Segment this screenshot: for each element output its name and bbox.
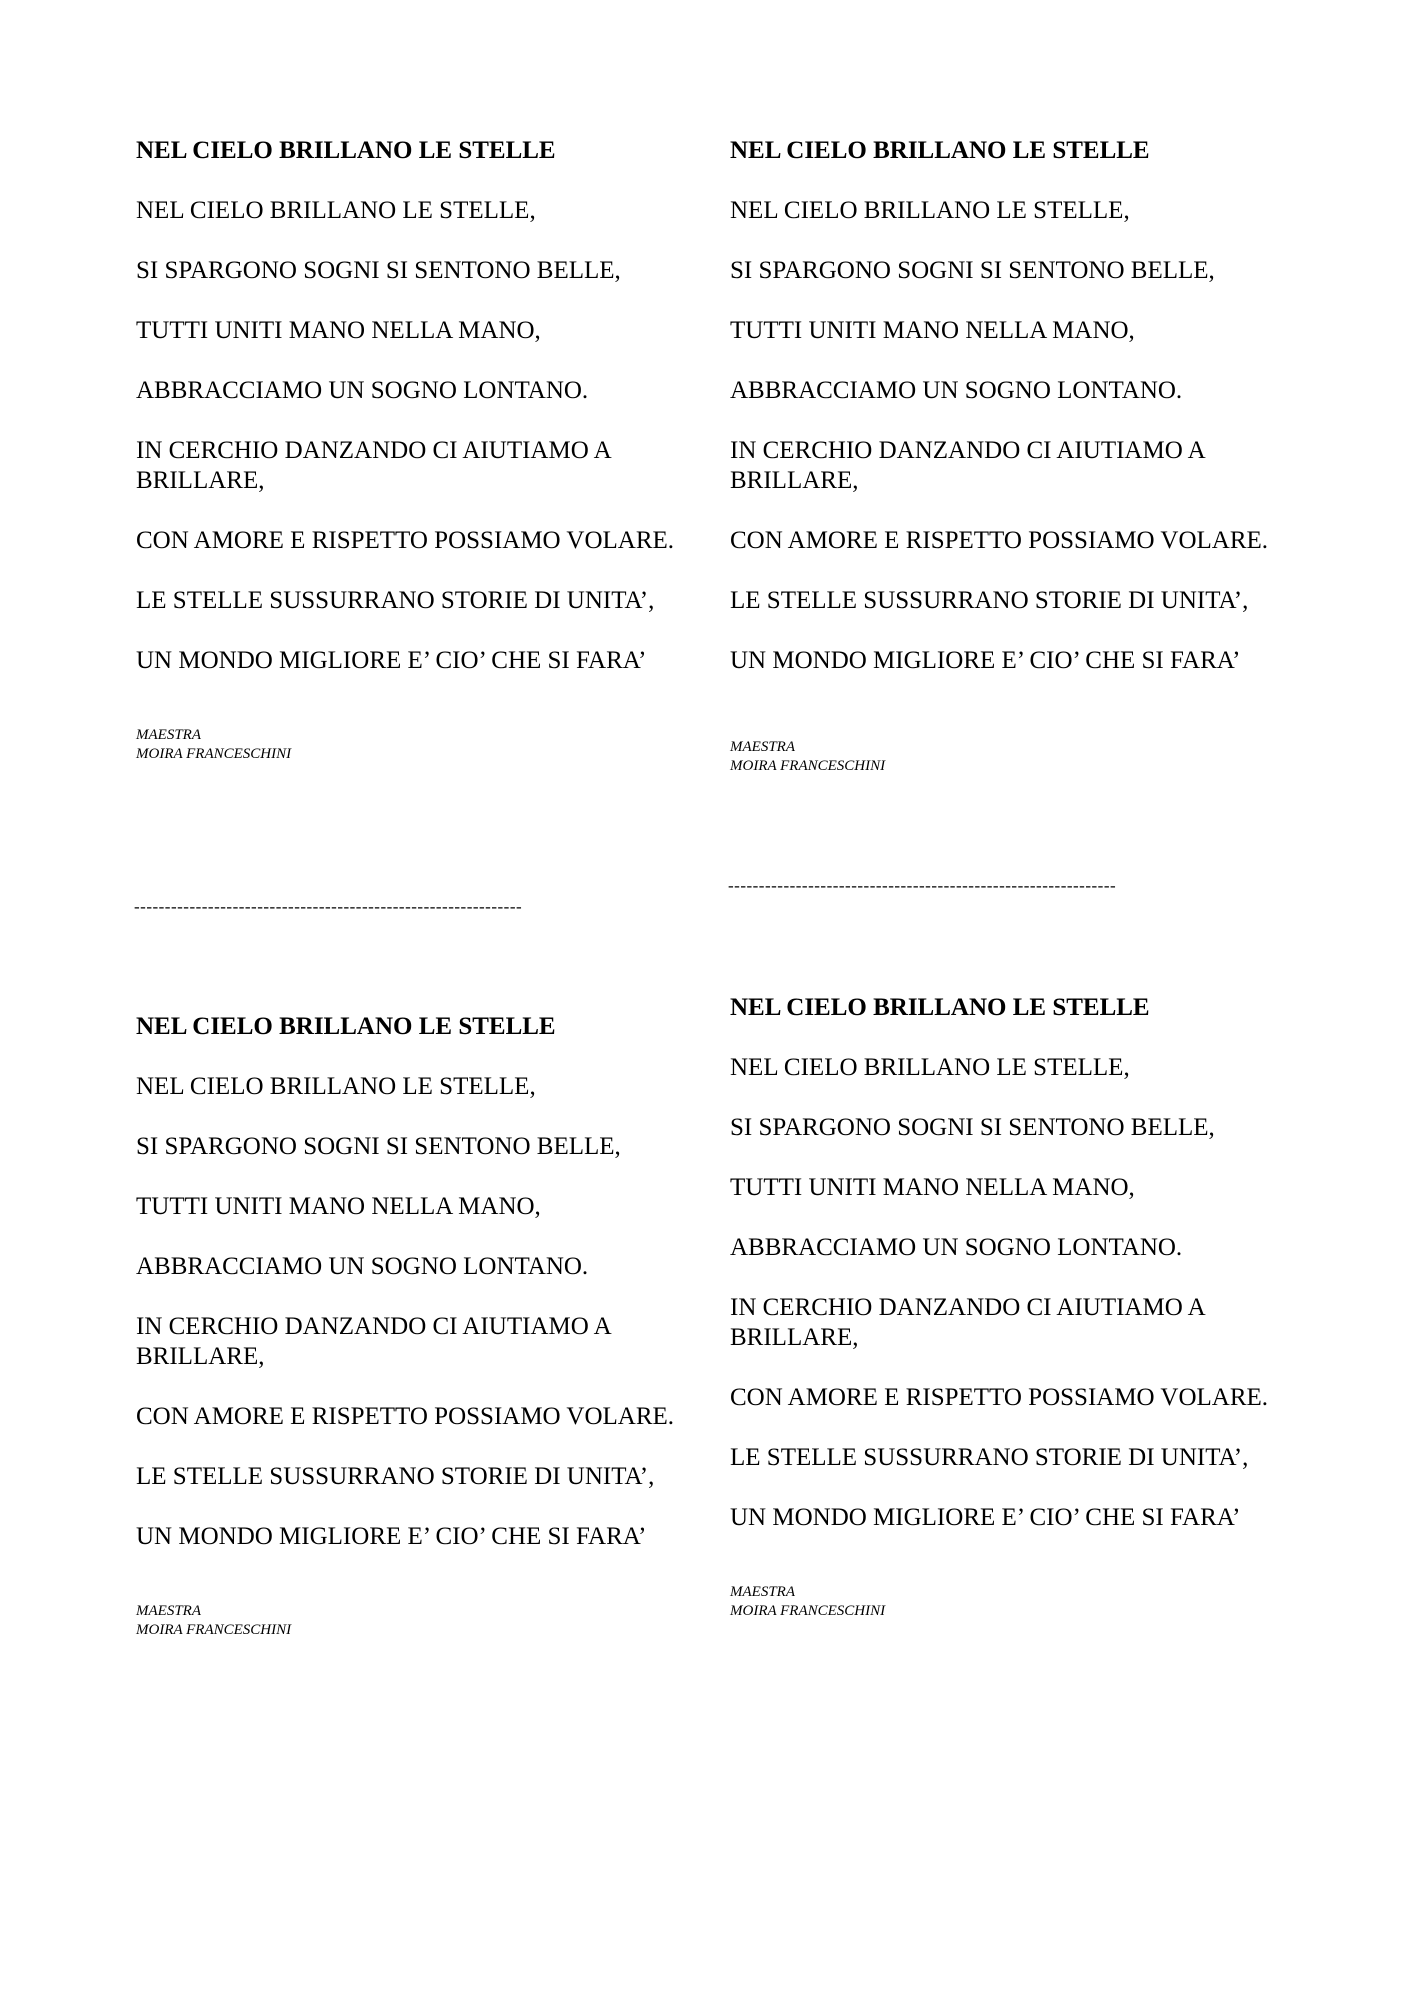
poem-line-2: SI SPARGONO SOGNI SI SENTONO BELLE, bbox=[136, 1133, 621, 1160]
poem-copy-bottom-right bbox=[730, 993, 1290, 1621]
poem-copy-bottom-left bbox=[136, 1012, 696, 1640]
poem-line-8: UN MONDO MIGLIORE E’ CIO’ CHE SI FARA’ bbox=[136, 1523, 647, 1550]
poem-line-4: ABBRACCIAMO UN SOGNO LONTANO. bbox=[730, 1234, 1183, 1261]
poem-title: NEL CIELO BRILLANO LE STELLE bbox=[730, 994, 1150, 1021]
poem-line-3: TUTTI UNITI MANO NELLA MANO, bbox=[136, 1193, 541, 1220]
signature-name: MOIRA FRANCESCHINI bbox=[136, 1622, 292, 1638]
poem-line-2: SI SPARGONO SOGNI SI SENTONO BELLE, bbox=[730, 1114, 1215, 1141]
poem-line-1: NEL CIELO BRILLANO LE STELLE, bbox=[136, 197, 536, 224]
poem-line-6: CON AMORE E RISPETTO POSSIAMO VOLARE. bbox=[136, 527, 675, 554]
cut-line-right: --------------------------------------------------------------- bbox=[728, 876, 1117, 895]
poem-copy-top-right bbox=[730, 136, 1290, 776]
poem-line-4: ABBRACCIAMO UN SOGNO LONTANO. bbox=[136, 377, 589, 404]
poem-title: NEL CIELO BRILLANO LE STELLE bbox=[136, 137, 556, 164]
poem-line-3: TUTTI UNITI MANO NELLA MANO, bbox=[136, 317, 541, 344]
signature-name: MOIRA FRANCESCHINI bbox=[136, 746, 292, 762]
poem-copy-top-left bbox=[136, 136, 696, 764]
poem-line-5: IN CERCHIO DANZANDO CI AIUTIAMO A BRILLARE, bbox=[136, 1313, 611, 1370]
signature-role: MAESTRA bbox=[136, 1603, 201, 1619]
poem-line-8: UN MONDO MIGLIORE E’ CIO’ CHE SI FARA’ bbox=[136, 647, 647, 674]
poem-line-6: CON AMORE E RISPETTO POSSIAMO VOLARE. bbox=[136, 1403, 675, 1430]
poem-line-7: LE STELLE SUSSURRANO STORIE DI UNITA’, bbox=[730, 1444, 1249, 1471]
poem-title: NEL CIELO BRILLANO LE STELLE bbox=[136, 1013, 556, 1040]
poem-title: NEL CIELO BRILLANO LE STELLE bbox=[730, 137, 1150, 164]
signature bbox=[730, 1583, 1290, 1621]
signature bbox=[730, 738, 1290, 776]
signature-role: MAESTRA bbox=[730, 739, 795, 755]
poem-line-1: NEL CIELO BRILLANO LE STELLE, bbox=[136, 1073, 536, 1100]
poem-line-8: UN MONDO MIGLIORE E’ CIO’ CHE SI FARA’ bbox=[730, 1504, 1241, 1531]
poem-line-3: TUTTI UNITI MANO NELLA MANO, bbox=[730, 317, 1135, 344]
poem-line-6: CON AMORE E RISPETTO POSSIAMO VOLARE. bbox=[730, 1384, 1269, 1411]
poem-line-7: LE STELLE SUSSURRANO STORIE DI UNITA’, bbox=[136, 587, 655, 614]
poem-line-1: NEL CIELO BRILLANO LE STELLE, bbox=[730, 1054, 1130, 1081]
signature bbox=[136, 1602, 696, 1640]
signature-role: MAESTRA bbox=[730, 1584, 795, 1600]
signature-name: MOIRA FRANCESCHINI bbox=[730, 1603, 886, 1619]
cut-line-left: --------------------------------------------------------------- bbox=[134, 897, 523, 916]
poem-line-2: SI SPARGONO SOGNI SI SENTONO BELLE, bbox=[730, 257, 1215, 284]
poem-line-4: ABBRACCIAMO UN SOGNO LONTANO. bbox=[730, 377, 1183, 404]
poem-line-5: IN CERCHIO DANZANDO CI AIUTIAMO A BRILLARE, bbox=[730, 1294, 1205, 1351]
poem-line-3: TUTTI UNITI MANO NELLA MANO, bbox=[730, 1174, 1135, 1201]
poem-line-7: LE STELLE SUSSURRANO STORIE DI UNITA’, bbox=[730, 587, 1249, 614]
poem-line-1: NEL CIELO BRILLANO LE STELLE, bbox=[730, 197, 1130, 224]
poem-line-4: ABBRACCIAMO UN SOGNO LONTANO. bbox=[136, 1253, 589, 1280]
poem-line-6: CON AMORE E RISPETTO POSSIAMO VOLARE. bbox=[730, 527, 1269, 554]
signature bbox=[136, 726, 696, 764]
signature-role: MAESTRA bbox=[136, 727, 201, 743]
poem-line-2: SI SPARGONO SOGNI SI SENTONO BELLE, bbox=[136, 257, 621, 284]
poem-line-8: UN MONDO MIGLIORE E’ CIO’ CHE SI FARA’ bbox=[730, 647, 1241, 674]
poem-line-7: LE STELLE SUSSURRANO STORIE DI UNITA’, bbox=[136, 1463, 655, 1490]
signature-name: MOIRA FRANCESCHINI bbox=[730, 758, 886, 774]
poem-line-5: IN CERCHIO DANZANDO CI AIUTIAMO A BRILLARE, bbox=[730, 437, 1205, 494]
poem-line-5: IN CERCHIO DANZANDO CI AIUTIAMO A BRILLARE, bbox=[136, 437, 611, 494]
